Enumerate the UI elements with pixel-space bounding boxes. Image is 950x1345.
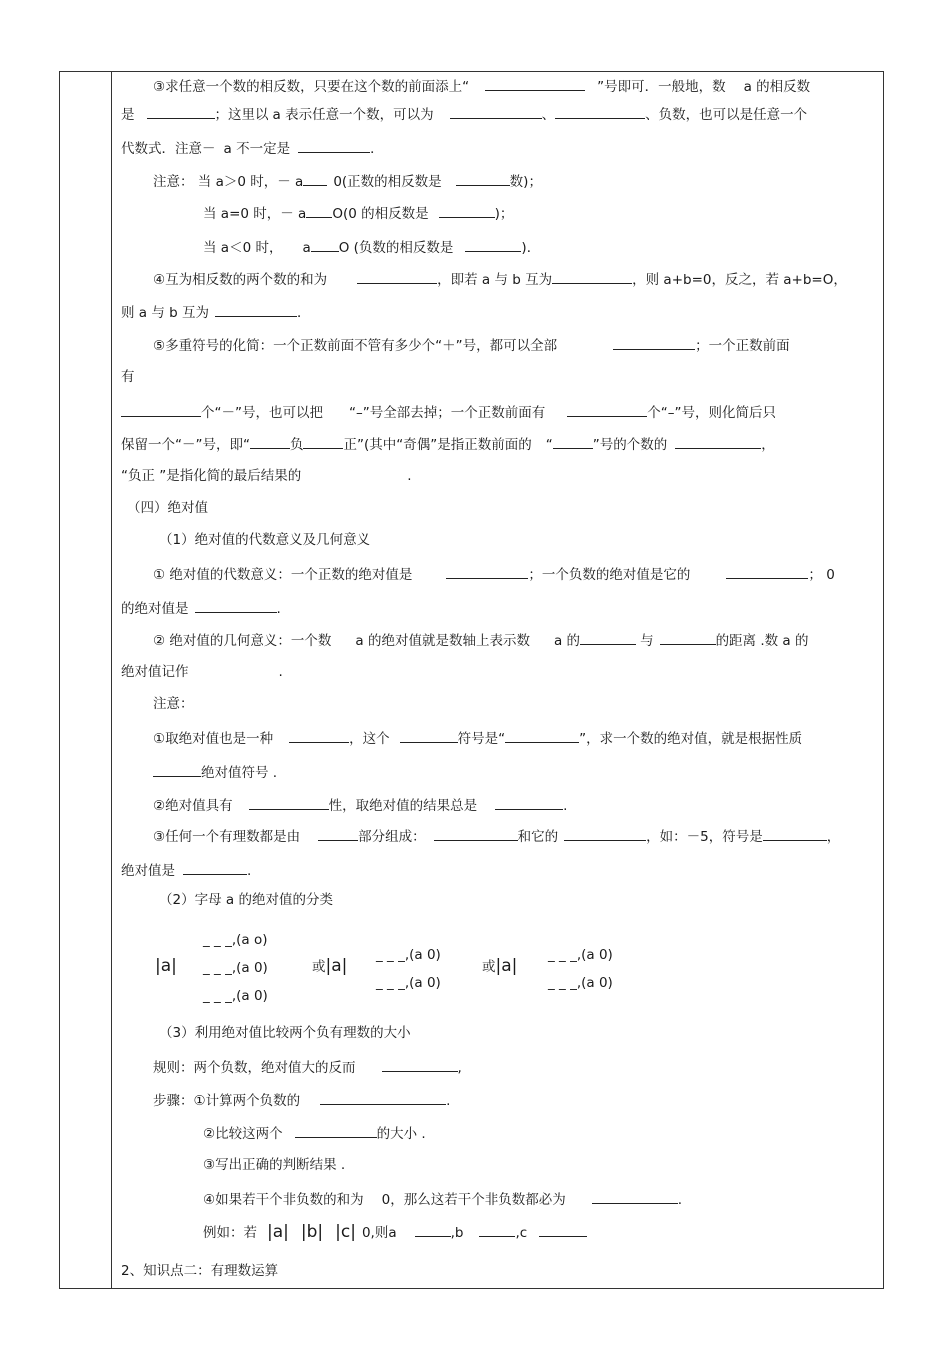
blank: [465, 237, 521, 252]
blank: [415, 1222, 451, 1237]
case-row: _ _ _,(a 0): [548, 975, 613, 991]
text-line: ①取绝对值也是一种 ，这个 符号是“ ”，求一个数的绝对值，就是根据性质: [153, 728, 802, 748]
or-label: 或|a|: [312, 956, 348, 976]
text-line: 当 a＜0 时， a O (负数的相反数是 )．: [203, 237, 540, 257]
or-label: 或|a|: [482, 956, 518, 976]
text-line: 是 ；这里以 a 表示任意一个数，可以为 、 、负数，也可以是任意一个: [121, 104, 807, 124]
blank: [147, 104, 215, 119]
case-row: _ _ _,(a 0): [203, 988, 268, 1004]
blank: [439, 203, 495, 218]
text-line: 注意：: [153, 696, 194, 712]
blank: [485, 76, 585, 91]
text-line: ① 绝对值的代数意义：一个正数的绝对值是 ；一个负数的绝对值是它的 ； 0: [153, 564, 835, 584]
blank: [613, 335, 695, 350]
case-row: _ _ _,(a 0): [376, 975, 441, 991]
blank: [450, 104, 542, 119]
text-line: 注意： 当 a＞0 时，－ a 0(正数的相反数是 数)；: [153, 171, 542, 191]
blank: [250, 434, 290, 449]
text-line: 绝对值记作 .: [121, 664, 283, 680]
blank: [183, 860, 247, 875]
blank: [295, 1123, 377, 1138]
text-line: 规则：两个负数，绝对值大的反而 ,: [153, 1057, 462, 1077]
blank: [303, 434, 343, 449]
blank: [580, 630, 636, 645]
text-line: ③写出正确的判断结果 .: [203, 1157, 346, 1173]
blank: [553, 434, 593, 449]
abs-a-symbol: |a|: [155, 956, 177, 976]
blank: [400, 728, 458, 743]
blank: [289, 728, 349, 743]
blank: [564, 826, 646, 841]
table-column-divider: [111, 71, 112, 1289]
blank: [479, 1222, 515, 1237]
blank: [495, 795, 563, 810]
blank: [660, 630, 716, 645]
blank: [298, 138, 370, 153]
subsection-heading: （1）绝对值的代数意义及几何意义: [159, 532, 371, 548]
blank: [763, 826, 827, 841]
blank: [306, 203, 332, 218]
text-line: 的绝对值是 .: [121, 598, 281, 618]
blank: [555, 104, 645, 119]
text-line: ② 绝对值的几何意义：一个数 a 的绝对值就是数轴上表示数 a 的 与 的距离 .数 a 的: [153, 630, 809, 650]
text-line: ③任何一个有理数都是由 部分组成： 和它的 ，如：－5，符号是 ，: [153, 826, 840, 846]
text-line: 绝对值是 .: [121, 860, 251, 880]
blank: [318, 826, 358, 841]
blank: [153, 762, 201, 777]
text-line: 步骤：①计算两个负数的 .: [153, 1090, 450, 1110]
blank: [505, 728, 579, 743]
blank: [249, 795, 329, 810]
text-line: ④互为相反数的两个数的和为 ，即若 a 与 b 互为 ，则 a+b=0，反之，若 a+b=O，: [153, 269, 847, 289]
blank: [382, 1057, 458, 1072]
blank: [320, 1090, 446, 1105]
blank: [726, 564, 808, 579]
blank: [121, 402, 201, 417]
blank: [592, 1189, 678, 1204]
subsection-heading: （3）利用绝对值比较两个负有理数的大小: [159, 1025, 411, 1041]
case-row: _ _ _,(a 0): [548, 947, 613, 963]
blank: [675, 434, 761, 449]
section-heading: （四）绝对值: [127, 500, 208, 516]
text-line: 代数式．注意－ a 不一定是 ．: [121, 138, 384, 158]
blank: [446, 564, 528, 579]
text-line: 绝对值符号 .: [153, 762, 277, 782]
blank: [303, 171, 327, 186]
text-line: 例如：若 |a| |b| |c| 0,则a ,b ,c: [203, 1222, 587, 1242]
subsection-heading: （2）字母 a 的绝对值的分类: [159, 892, 333, 908]
text-line: ③求任意一个数的相反数，只要在这个数的前面添上“ ”号即可．一般地，数 a 的相反数: [153, 76, 810, 96]
text-line: 个“－”号，也可以把 “–”号全部去掉；一个正数前面有 个“–”号，则化简后只: [121, 402, 776, 422]
blank: [215, 302, 297, 317]
text-line: ②比较这两个 的大小 .: [203, 1123, 426, 1143]
text-line: 当 a=0 时，－ a O(0 的相反数是 )；: [203, 203, 513, 223]
text-line: ②绝对值具有 性，取绝对值的结果总是 .: [153, 795, 567, 815]
case-row: _ _ _,(a o): [203, 932, 268, 948]
text-line: ④如果若干个非负数的和为 0，那么这若干个非负数都必为 .: [203, 1189, 682, 1209]
text-line: 则 a 与 b 互为 ．: [121, 302, 311, 322]
text-line: 有: [121, 369, 135, 385]
case-row: _ _ _,(a 0): [376, 947, 441, 963]
case-row: _ _ _,(a 0): [203, 960, 268, 976]
blank: [539, 1222, 587, 1237]
blank: [456, 171, 510, 186]
blank: [552, 269, 632, 284]
section-heading: 2、知识点二：有理数运算: [121, 1263, 279, 1279]
blank: [195, 598, 277, 613]
text-line: ⑤多重符号的化简：一个正数前面不管有多少个“＋”号，都可以全部 ；一个正数前面: [153, 335, 790, 355]
blank: [567, 402, 647, 417]
blank: [357, 269, 437, 284]
blank: [434, 826, 518, 841]
text-line: “负正 ”是指化简的最后结果的 .: [121, 468, 412, 484]
text-line: 保留一个“－”号，即“ 负 正”(其中“奇偶”是指正数前面的 “ ”号的个数的 ，: [121, 434, 775, 454]
blank: [311, 237, 339, 252]
